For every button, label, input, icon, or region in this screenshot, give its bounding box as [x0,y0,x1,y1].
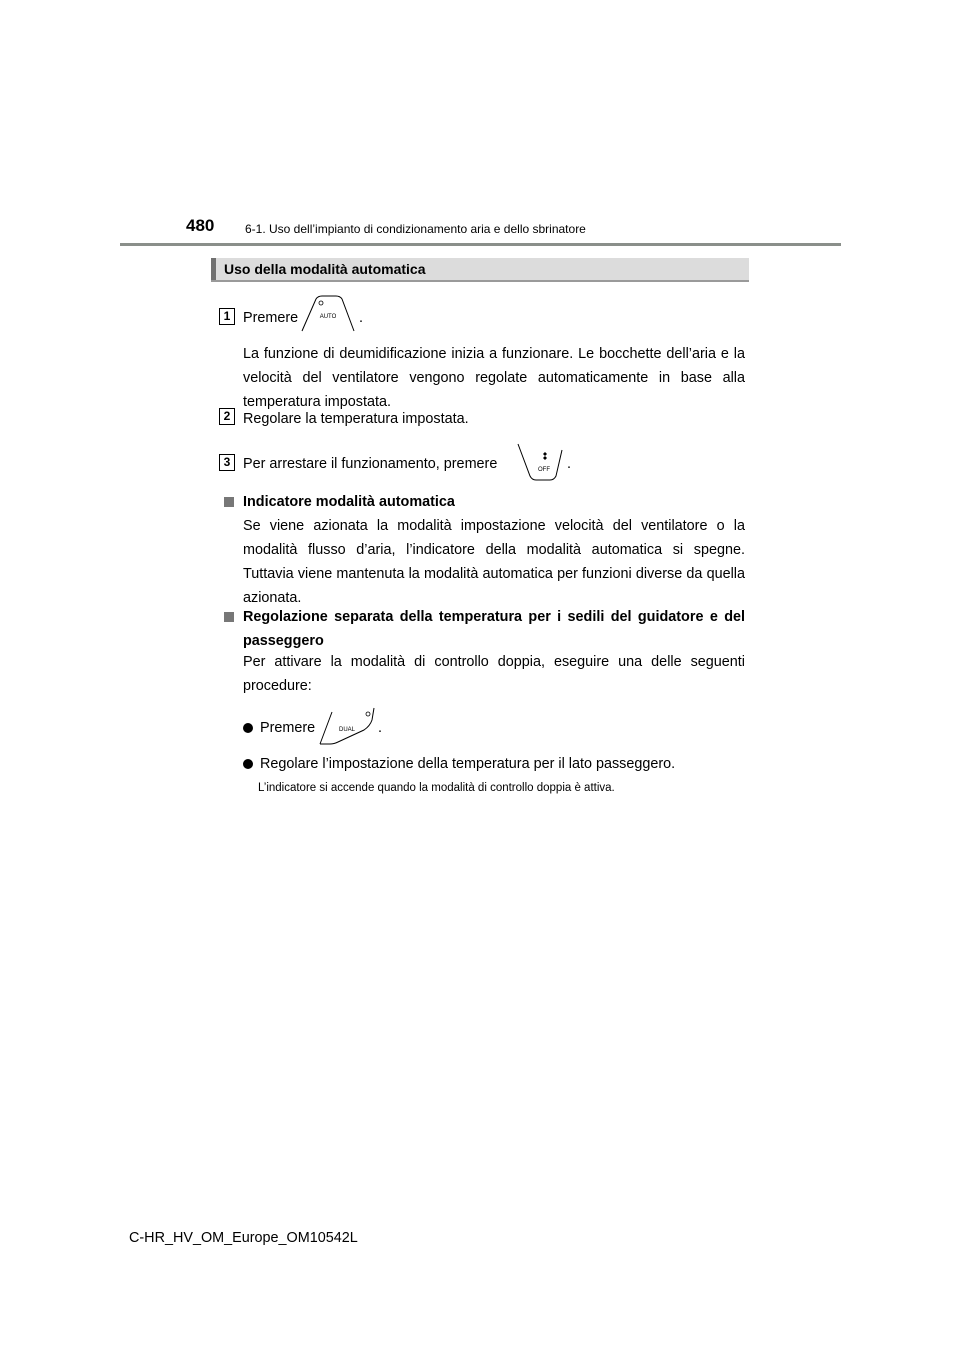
note-2-square-icon [224,612,234,622]
dual-button-label: DUAL [338,727,356,733]
auto-button-icon [300,295,356,333]
bullet-1-dot-icon [243,723,253,733]
dual-button-icon [318,706,376,746]
page-number: 480 [186,216,215,235]
bullet-2-dot-icon [243,759,253,769]
off-button-label: OFF [538,467,550,473]
section-header [211,258,749,282]
bullet-2-text: Regolare l’impostazione della temperatura per il lato passeggero. [260,756,676,772]
note-1-square-icon [224,497,234,507]
document-code: C-HR_HV_OM_Europe_OM10542L [129,1230,358,1246]
bullet-1-period: . [378,720,382,736]
footnote: L’indicatore si accende quando la modalità di controllo doppia è attiva. [258,782,615,794]
step-1-text: Premere [243,310,299,326]
note-2-text: Per attivare la modalità di controllo doppia, eseguire una delle seguenti procedure: [243,654,745,694]
section-title: Uso della modalità automatica [224,261,426,277]
bullet-1-text: Premere [260,720,316,736]
step-1-description: La funzione di deumidificazione inizia a funzionare. Le bocchette dell’aria e la velocità del ventilatore vengono regolate automaticamente in base alla temperatura impostata. [243,346,745,410]
note-1-text: Se viene azionata la modalità impostazione velocità del ventilatore o la modalità flusso d’aria, l’indicatore della modalità automatica si spegne. Tuttavia viene mantenuta la modalità automatica per funzioni diverse da quella azionata. [243,518,745,606]
step-number-3: 3 [219,454,235,471]
section-header-bar [211,258,216,280]
step-1-period: . [359,310,363,326]
note-1-title: Indicatore modalità automatica [243,494,455,510]
auto-button-label: AUTO [319,314,337,320]
header-rule [120,243,841,246]
step-number-2: 2 [219,408,235,425]
off-button-icon [516,442,564,482]
note-2-title: Regolazione separata della temperatura per i sedili del guidatore e del passeggero [243,609,745,649]
step-3-period: . [567,456,571,472]
step-number-1: 1 [219,308,235,325]
step-3-text: Per arrestare il funzionamento, premere [243,456,498,472]
running-head: 6-1. Uso dell’impianto di condizionamento aria e dello sbrinatore [245,222,586,236]
step-2-text: Regolare la temperatura impostata. [243,411,469,427]
